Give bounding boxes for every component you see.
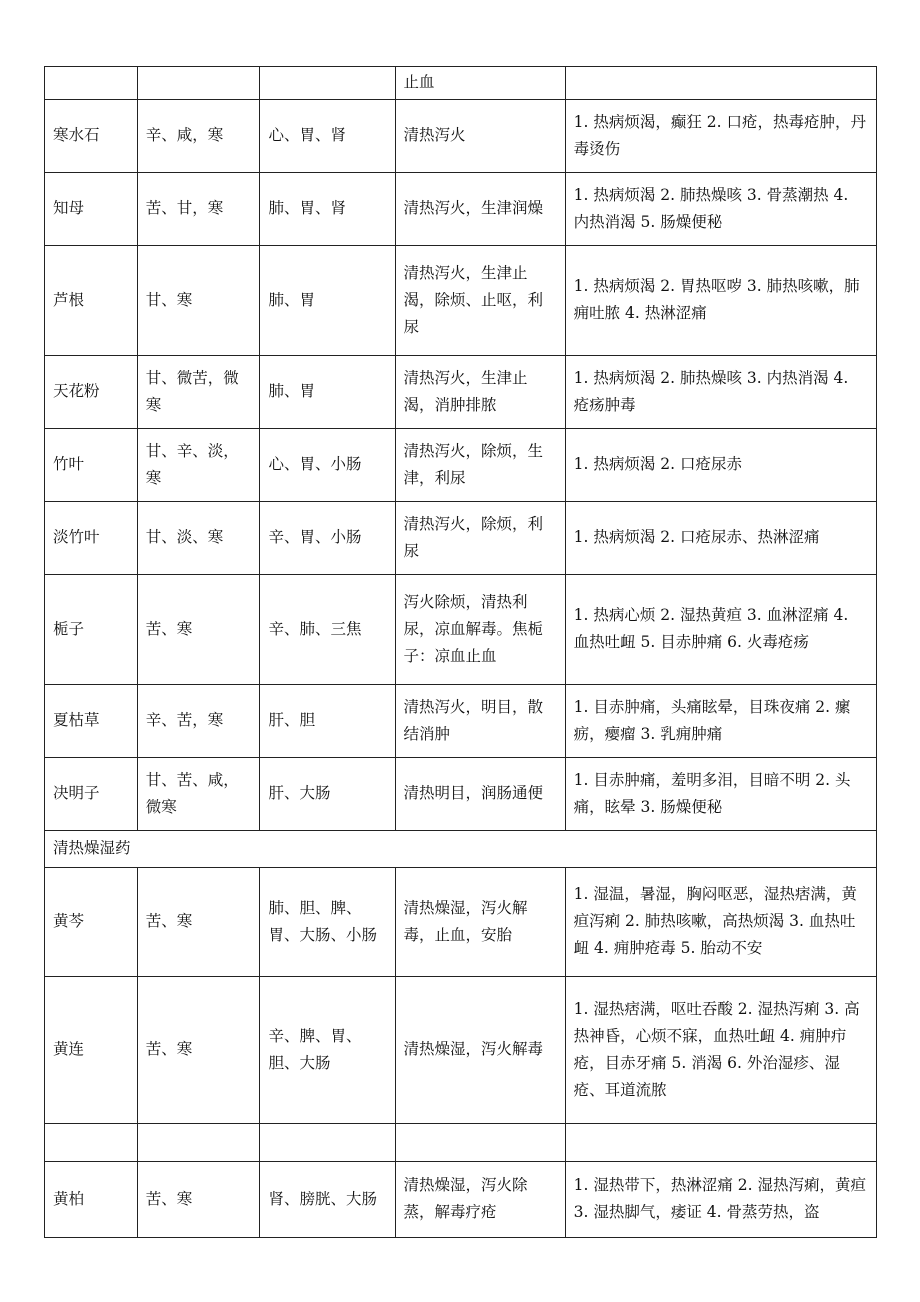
- channels-cell: 心、胃、小肠: [260, 429, 395, 502]
- taste-cell: 苦、寒: [137, 1162, 260, 1238]
- indications-cell: 1. 热病烦渴 2. 肺热燥咳 3. 内热消渴 4. 疮疡肿毒: [565, 356, 876, 429]
- blank-row: [45, 1124, 877, 1162]
- indications-cell: 1. 目赤肿痛，头痛眩晕，目珠夜痛 2. 瘰疬，瘿瘤 3. 乳痈肿痛: [565, 685, 876, 758]
- herb-row: [45, 502, 877, 575]
- taste-cell: 甘、淡、寒: [137, 502, 260, 575]
- effects-cell: 清热燥湿，泻火解毒: [395, 977, 565, 1124]
- effects-cell: 清热燥湿，泻火除蒸，解毒疗疮: [395, 1162, 565, 1238]
- herb-name-cell: [45, 67, 138, 100]
- channels-cell: 肺、胃: [260, 356, 395, 429]
- herb-name-cell: 夏枯草: [45, 685, 138, 758]
- taste-cell: 甘、苦、咸，微寒: [137, 758, 260, 831]
- effects-cell: 清热燥湿，泻火解毒，止血，安胎: [395, 868, 565, 977]
- effects-cell: 清热泻火，除烦，生津，利尿: [395, 429, 565, 502]
- indications-cell: 1. 热病烦渴 2. 胃热呕哕 3. 肺热咳嗽，肺痈吐脓 4. 热淋涩痛: [565, 246, 876, 356]
- herb-name-cell: 芦根: [45, 246, 138, 356]
- herb-name-cell: 黄柏: [45, 1162, 138, 1238]
- section-header: 清热燥湿药: [45, 831, 877, 868]
- taste-cell: 甘、辛、淡，寒: [137, 429, 260, 502]
- herb-row: [45, 356, 877, 429]
- herb-row: [45, 685, 877, 758]
- effects-cell: 清热泻火，除烦，利尿: [395, 502, 565, 575]
- effects-cell: 止血: [395, 67, 565, 100]
- herb-name-cell: 黄连: [45, 977, 138, 1124]
- effects-cell: [395, 1124, 565, 1162]
- section-header-row: [45, 831, 877, 868]
- taste-cell: 苦、甘，寒: [137, 173, 260, 246]
- taste-cell: 苦、寒: [137, 977, 260, 1124]
- indications-cell: 1. 热病烦渴 2. 肺热燥咳 3. 骨蒸潮热 4. 内热消渴 5. 肠燥便秘: [565, 173, 876, 246]
- herb-name-cell: 黄芩: [45, 868, 138, 977]
- taste-cell: [137, 1124, 260, 1162]
- indications-cell: 1. 热病烦渴，癫狂 2. 口疮，热毒疮肿，丹毒烫伤: [565, 100, 876, 173]
- herb-row: [45, 575, 877, 685]
- channels-cell: 肝、大肠: [260, 758, 395, 831]
- channels-cell: 肺、胃: [260, 246, 395, 356]
- effects-cell: 清热明目，润肠通便: [395, 758, 565, 831]
- taste-cell: 甘、微苦，微寒: [137, 356, 260, 429]
- herb-name-cell: 寒水石: [45, 100, 138, 173]
- channels-cell: 辛、脾、胃、胆、大肠: [260, 977, 395, 1124]
- indications-cell: 1. 湿热带下，热淋涩痛 2. 湿热泻痢，黄疸 3. 湿热脚气，痿证 4. 骨蒸劳热，盗: [565, 1162, 876, 1238]
- taste-cell: [137, 67, 260, 100]
- herb-row: [45, 977, 877, 1124]
- herb-row: [45, 758, 877, 831]
- effects-cell: 清热泻火，生津止渴，消肿排脓: [395, 356, 565, 429]
- effects-cell: 泻火除烦，清热利尿，凉血解毒。焦栀子：凉血止血: [395, 575, 565, 685]
- indications-cell: 1. 热病烦渴 2. 口疮尿赤、热淋涩痛: [565, 502, 876, 575]
- taste-cell: 甘、寒: [137, 246, 260, 356]
- effects-cell: 清热泻火，生津止渴，除烦、止呕，利尿: [395, 246, 565, 356]
- herb-row: [45, 246, 877, 356]
- herb-name-cell: 决明子: [45, 758, 138, 831]
- effects-cell: 清热泻火，明目，散结消肿: [395, 685, 565, 758]
- herb-row: [45, 429, 877, 502]
- taste-cell: 苦、寒: [137, 868, 260, 977]
- effects-cell: 清热泻火: [395, 100, 565, 173]
- herb-table: [44, 66, 877, 1238]
- channels-cell: 肾、膀胱、大肠: [260, 1162, 395, 1238]
- herb-table-body: [45, 67, 877, 1238]
- indications-cell: [565, 1124, 876, 1162]
- indications-cell: 1. 湿热痞满，呕吐吞酸 2. 湿热泻痢 3. 高热神昏，心烦不寐，血热吐衄 4. 痈肿疖疮，目赤牙痛 5. 消渴 6. 外治湿疹、湿疮、耳道流脓: [565, 977, 876, 1124]
- channels-cell: [260, 1124, 395, 1162]
- channels-cell: 心、胃、肾: [260, 100, 395, 173]
- indications-cell: [565, 67, 876, 100]
- taste-cell: 辛、咸，寒: [137, 100, 260, 173]
- effects-cell: 清热泻火，生津润燥: [395, 173, 565, 246]
- channels-cell: 辛、肺、三焦: [260, 575, 395, 685]
- herb-row: [45, 1162, 877, 1238]
- herb-row: [45, 100, 877, 173]
- herb-name-cell: 竹叶: [45, 429, 138, 502]
- indications-cell: 1. 湿温，暑湿，胸闷呕恶，湿热痞满，黄疸泻痢 2. 肺热咳嗽，高热烦渴 3. 血热吐衄 4. 痈肿疮毒 5. 胎动不安: [565, 868, 876, 977]
- taste-cell: 苦、寒: [137, 575, 260, 685]
- indications-cell: 1. 目赤肿痛，羞明多泪，目暗不明 2. 头痛，眩晕 3. 肠燥便秘: [565, 758, 876, 831]
- taste-cell: 辛、苦，寒: [137, 685, 260, 758]
- herb-name-cell: 栀子: [45, 575, 138, 685]
- herb-name-cell: 天花粉: [45, 356, 138, 429]
- herb-row: [45, 67, 877, 100]
- channels-cell: [260, 67, 395, 100]
- channels-cell: 肺、胆、脾、胃、大肠、小肠: [260, 868, 395, 977]
- herb-name-cell: 知母: [45, 173, 138, 246]
- herb-row: [45, 868, 877, 977]
- herb-row: [45, 173, 877, 246]
- document-page: [44, 66, 877, 1238]
- herb-name-cell: 淡竹叶: [45, 502, 138, 575]
- channels-cell: 肺、胃、肾: [260, 173, 395, 246]
- herb-name-cell: [45, 1124, 138, 1162]
- indications-cell: 1. 热病心烦 2. 湿热黄疸 3. 血淋涩痛 4. 血热吐衄 5. 目赤肿痛 6. 火毒疮疡: [565, 575, 876, 685]
- indications-cell: 1. 热病烦渴 2. 口疮尿赤: [565, 429, 876, 502]
- channels-cell: 辛、胃、小肠: [260, 502, 395, 575]
- channels-cell: 肝、胆: [260, 685, 395, 758]
